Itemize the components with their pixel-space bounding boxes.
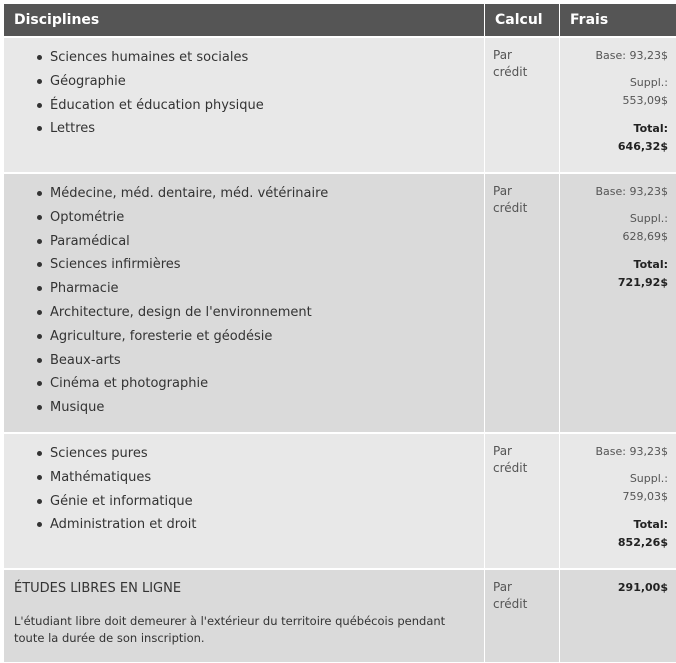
calcul-line: crédit <box>493 201 528 215</box>
total-value: 721,92$ <box>617 276 668 289</box>
table-row <box>4 433 676 569</box>
frais-cell <box>560 569 676 662</box>
suppl-label: Suppl.: <box>629 76 668 89</box>
disciplines-cell <box>4 173 485 433</box>
list-item: Éducation et éducation physique <box>24 94 474 118</box>
suppl-label: Suppl.: <box>629 212 668 225</box>
suppl-value: 759,03$ <box>622 489 668 503</box>
list-item: Sciences humaines et sociales <box>24 46 474 70</box>
list-item: Optométrie <box>24 206 474 230</box>
calcul-line: crédit <box>493 460 528 475</box>
calcul-line: Par <box>493 579 512 594</box>
header-calcul: Calcul <box>485 4 560 37</box>
list-item: Musique <box>24 396 474 420</box>
calcul-line: crédit <box>493 596 528 611</box>
disciplines-cell <box>4 37 485 173</box>
disciplines-cell <box>4 433 485 569</box>
suppl-value: 628,69$ <box>622 230 668 243</box>
table-row <box>4 37 676 173</box>
tuition-fees-table <box>4 4 676 662</box>
list-item: Sciences infirmières <box>24 253 474 277</box>
list-item: Pharmacie <box>24 277 474 301</box>
online-studies-cell <box>4 569 485 662</box>
discipline-list <box>14 182 474 420</box>
calcul-cell <box>485 37 560 173</box>
list-item: Médecine, méd. dentaire, méd. vétérinaire <box>24 182 474 206</box>
online-studies-note: L'étudiant libre doit demeurer à l'extérieur du territoire québécois pendant toute la durée de son inscription. <box>14 613 446 645</box>
discipline-list <box>14 442 474 537</box>
calcul-cell <box>485 173 560 433</box>
calcul-cell <box>485 433 560 569</box>
base-fee: Base: 93,23$ <box>595 49 668 62</box>
frais-cell <box>560 37 676 173</box>
list-item: Architecture, design de l'environnement <box>24 301 474 325</box>
calcul-line: Par <box>493 443 512 458</box>
frais-cell <box>560 433 676 569</box>
total-value: 852,26$ <box>617 535 668 549</box>
calcul-cell <box>485 569 560 662</box>
calcul-line: crédit <box>493 65 528 79</box>
list-item: Lettres <box>24 117 474 141</box>
list-item: Génie et informatique <box>24 490 474 514</box>
total-label: Total: <box>633 258 668 271</box>
header-disciplines: Disciplines <box>4 4 485 37</box>
table-row <box>4 569 676 662</box>
table-row <box>4 173 676 433</box>
list-item: Sciences pures <box>24 442 474 466</box>
list-item: Paramédical <box>24 230 474 254</box>
list-item: Agriculture, foresterie et géodésie <box>24 325 474 349</box>
total-value: 291,00$ <box>617 580 668 594</box>
table-header-row <box>4 4 676 37</box>
calcul-line: Par <box>493 48 512 62</box>
list-item: Beaux-arts <box>24 349 474 373</box>
list-item: Géographie <box>24 70 474 94</box>
list-item: Mathématiques <box>24 466 474 490</box>
suppl-label: Suppl.: <box>629 471 668 485</box>
frais-cell <box>560 173 676 433</box>
total-value: 646,32$ <box>617 140 668 153</box>
discipline-list <box>14 46 474 141</box>
list-item: Administration et droit <box>24 513 474 537</box>
suppl-value: 553,09$ <box>622 94 668 107</box>
list-item: Cinéma et photographie <box>24 372 474 396</box>
total-label: Total: <box>633 122 668 135</box>
base-fee: Base: 93,23$ <box>595 185 668 198</box>
total-label: Total: <box>633 517 668 531</box>
header-frais: Frais <box>560 4 676 37</box>
online-studies-title: ÉTUDES LIBRES EN LIGNE <box>14 580 182 596</box>
calcul-line: Par <box>493 184 512 198</box>
base-fee: Base: 93,23$ <box>595 444 668 458</box>
